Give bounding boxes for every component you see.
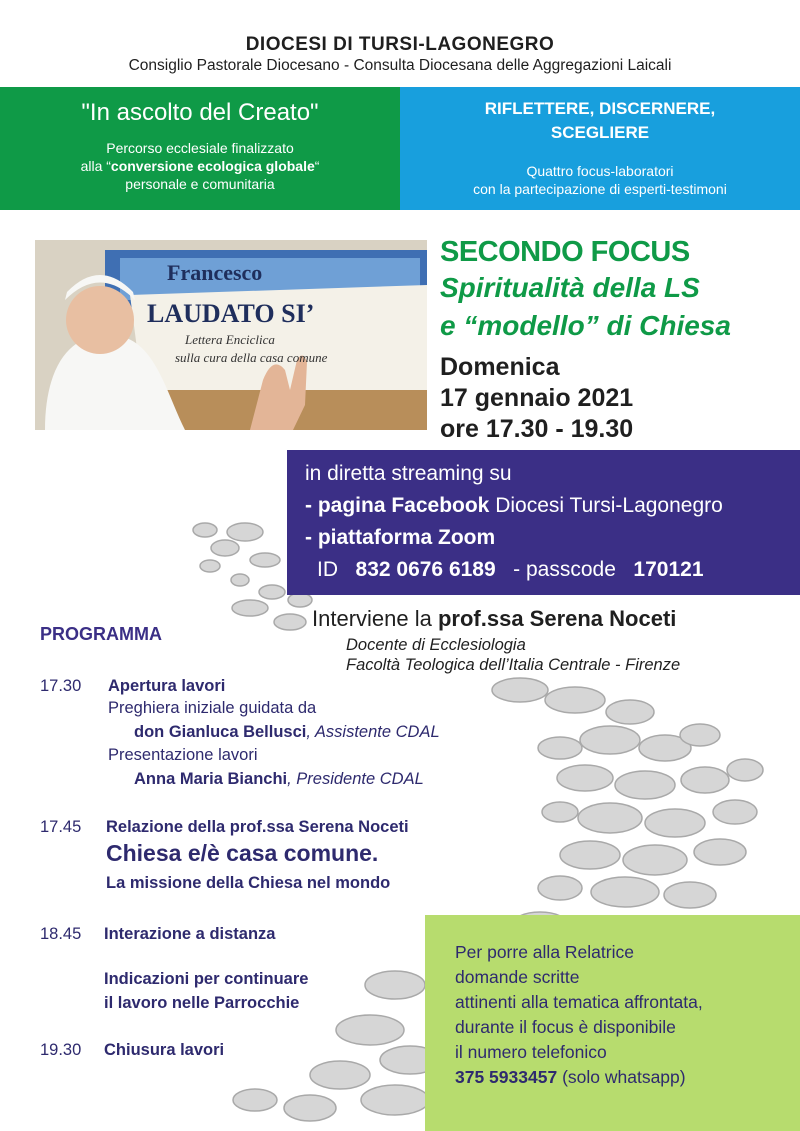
- speaker-role: Docente di Ecclesiologia: [346, 636, 526, 654]
- focus-label: SECONDO FOCUS: [440, 236, 690, 268]
- slot3-title: Interazione a distanza: [104, 925, 276, 943]
- slot3-line1: Indicazioni per continuare: [104, 970, 309, 988]
- zoom-id-label: ID: [317, 558, 338, 581]
- zoom-id-value: 832 0676 6189: [355, 558, 496, 581]
- contact-line5: il numero telefonico: [455, 1042, 607, 1062]
- right-theme-band: [400, 87, 800, 210]
- contact-line4: durante il focus è disponibile: [455, 1017, 676, 1037]
- diocese-title: DIOCESI DI TURSI-LAGONEGRO: [245, 34, 555, 55]
- left-band-title: "In ascolto del Creato": [81, 99, 319, 126]
- slot1-title: Apertura lavori: [108, 677, 226, 695]
- focus-theme-line2: e “modello” di Chiesa: [440, 310, 731, 341]
- streaming-zoom: - piattaforma Zoom: [305, 526, 496, 549]
- slot2-title: Relazione della prof.ssa Serena Noceti: [106, 818, 409, 836]
- pope-encyclical-photo: [35, 240, 427, 430]
- right-band-title2: SCEGLIERE: [550, 123, 650, 142]
- slot1-line3: Presentazione lavori: [108, 746, 258, 764]
- speaker-intro: Interviene la: [312, 606, 438, 631]
- slot1-line1: Preghiera iniziale guidata da: [108, 699, 317, 717]
- event-time: ore 17.30 - 19.30: [440, 415, 634, 443]
- zoom-credentials: [317, 558, 704, 582]
- left-band-line2-post: “: [314, 158, 320, 174]
- left-band-line2: [0, 157, 400, 175]
- slot3-line2: il lavoro nelle Parrocchie: [104, 994, 300, 1012]
- slot1-line4: [134, 770, 424, 789]
- left-band-line3: personale e comunitaria: [125, 176, 275, 192]
- passcode-value: 170121: [633, 558, 704, 581]
- contact-line3: attinenti alla tematica affrontata,: [455, 992, 703, 1012]
- passcode-label: - passcode: [513, 558, 616, 581]
- event-date: 17 gennaio 2021: [440, 384, 634, 412]
- slot2-subtitle: La missione della Chiesa nel mondo: [106, 874, 391, 892]
- contact-box: [425, 915, 800, 1131]
- council-subtitle: Consiglio Pastorale Diocesano - Consulta Diocesana delle Aggregazioni Laicali: [128, 57, 672, 74]
- right-band-title1: RIFLETTERE, DISCERNERE,: [484, 99, 716, 118]
- speaker-line: [312, 606, 676, 632]
- event-day: Domenica: [440, 353, 560, 381]
- contact-phone-line: [455, 1067, 686, 1088]
- facebook-page-name: Diocesi Tursi-Lagonegro: [489, 494, 723, 517]
- speaker-institution: Facoltà Teologica dell’Italia Centrale - Firenze: [346, 656, 681, 674]
- slot3-time: 18.45: [40, 925, 82, 943]
- left-band-text: [0, 139, 400, 193]
- contact-note: (solo whatsapp): [557, 1067, 686, 1087]
- slot1-line4-role: , Presidente CDAL: [287, 770, 424, 788]
- facebook-label: - pagina Facebook: [305, 494, 490, 517]
- slot4-title: Chiusura lavori: [104, 1041, 225, 1059]
- right-band-line2: con la partecipazione di esperti-testimoni: [473, 181, 727, 197]
- photo-text-title: LAUDATO SI’: [147, 299, 315, 328]
- left-band-line2-pre: alla “: [80, 158, 111, 174]
- slot1-time: 17.30: [40, 677, 82, 695]
- speaker-name: prof.ssa Serena Noceti: [437, 606, 677, 631]
- slot1-line4-name: Anna Maria Bianchi: [134, 770, 288, 788]
- photo-text-line1: Lettera Enciclica: [185, 332, 275, 347]
- contact-line1: Per porre alla Relatrice: [455, 942, 634, 962]
- contact-line2: domande scritte: [455, 967, 580, 987]
- streaming-facebook: [305, 494, 723, 518]
- slot1-line2-role: , Assistente CDAL: [306, 723, 440, 741]
- photo-text-name: Francesco: [167, 260, 263, 285]
- focus-theme-line1: Spiritualità della LS: [440, 272, 700, 303]
- right-band-text: [400, 162, 800, 198]
- photo-text-line2: sulla cura della casa comune: [175, 350, 328, 365]
- left-band-line2-bold: conversione ecologica globale: [110, 158, 315, 174]
- slot2-time: 17.45: [40, 818, 82, 836]
- programme-heading: PROGRAMMA: [40, 624, 162, 644]
- streaming-info-box: [287, 450, 800, 595]
- event-date-block: [440, 352, 633, 445]
- streaming-intro: in diretta streaming su: [305, 462, 512, 485]
- slot1-line2-name: don Gianluca Bellusci: [134, 723, 307, 741]
- slot2-big-title: Chiesa e/è casa comune.: [106, 840, 379, 866]
- right-band-title: [400, 97, 800, 145]
- slot4-time: 19.30: [40, 1041, 82, 1059]
- right-band-line1: Quattro focus-laboratori: [526, 163, 674, 179]
- contact-phone: 375 5933457: [455, 1067, 558, 1087]
- photo-illustration: [35, 240, 427, 430]
- left-band-line1: Percorso ecclesiale finalizzato: [106, 140, 294, 156]
- left-theme-band: [0, 87, 400, 210]
- slot1-line2: [134, 723, 440, 742]
